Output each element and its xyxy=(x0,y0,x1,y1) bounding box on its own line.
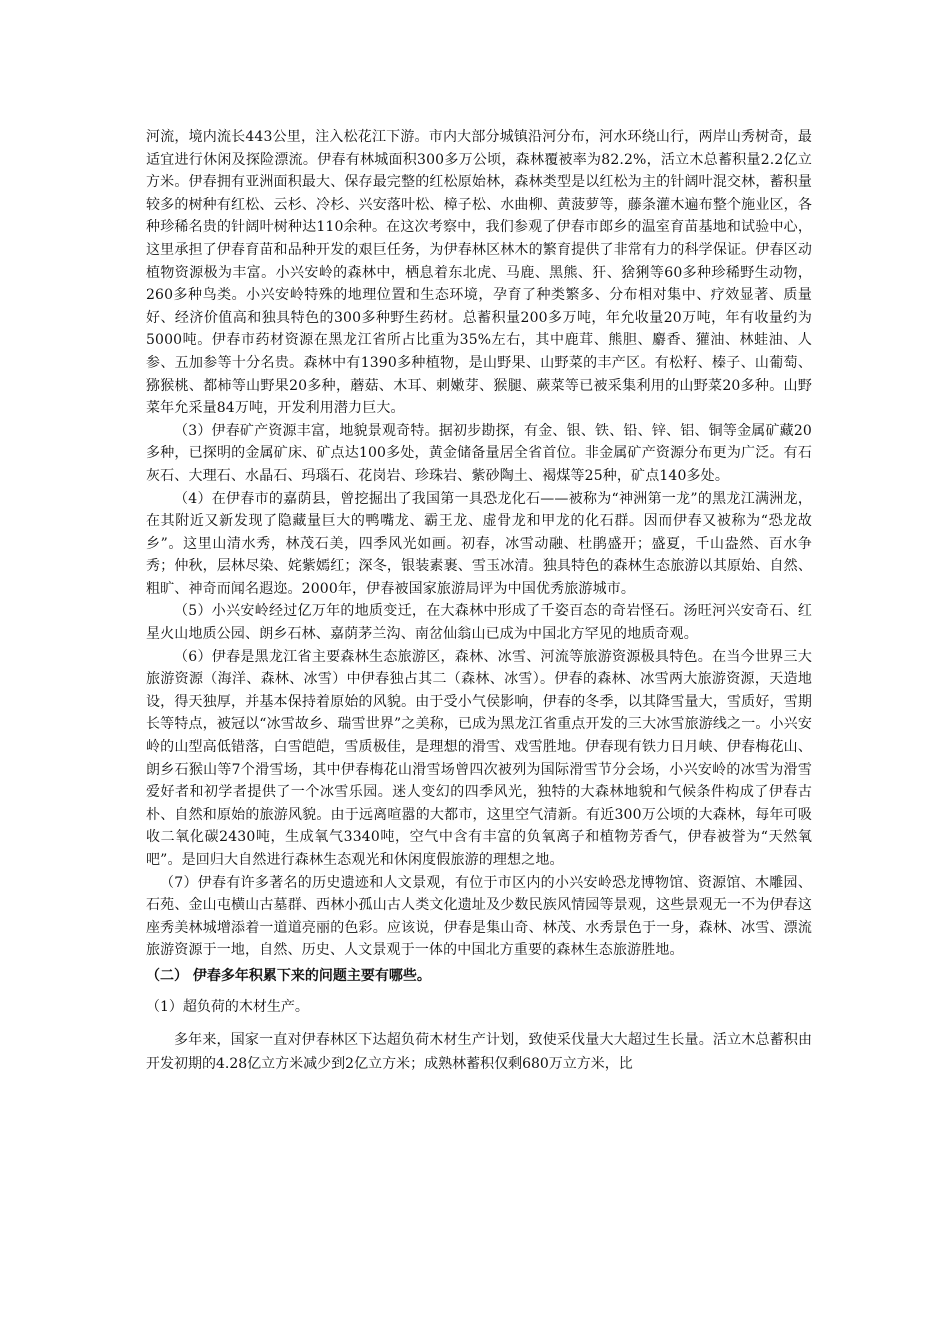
paragraph-heritage: （7）伊春有许多著名的历史遗迹和人文景观，有位于市区内的小兴安岭恐龙博物馆、资源馆、木雕园、石苑、金山屯横山古墓群、西林小孤山古人类文化遗址及少数民族风情园等景观，这些景观无一不为伊春这座秀美林城增添着一道道亮丽的色彩。应该说，伊春是集山奇、林茂、水秀景色于一身，森林、冰雪、漂流旅游资源于一地，自然、历史、人文景观于一体的中国北方重要的森林生态旅游胜地。 xyxy=(146,874,812,959)
paragraph-timber: 多年来，国家一直对伊春林区下达超负荷木材生产计划，致使采伐量大大超过生长量。活立木总蓄积由开发初期的4.28亿立方米减少到2亿立方米；成熟林蓄积仅剩680万立方米，比 xyxy=(146,1031,812,1072)
paragraph-minerals: （3）伊春矿产资源丰富，地貌景观奇特。据初步勘探，有金、银、铁、铅、锌、铝、铜等金属矿藏20多种，已探明的金属矿床、矿点达100多处，黄金储备量居全省首位。非金属矿产资源分布更为广泛。有石灰石、大理石、水晶石、玛瑙石、花岗岩、珍珠岩、紫砂陶土、褐煤等25种，矿点140多处。 xyxy=(146,422,812,484)
section-heading: （二） 伊春多年积累下来的问题主要有哪些。 xyxy=(146,967,431,984)
document-body xyxy=(146,126,812,1076)
paragraph-dinosaur: （4）在伊春市的嘉荫县，曾挖掘出了我国第一具恐龙化石——被称为“神洲第一龙”的黑龙江满洲龙，在其附近又新发现了隐藏量巨大的鸭嘴龙、霸王龙、虚骨龙和甲龙的化石群。因而伊春又被称为“恐龙故乡”。这里山清水秀，林茂石美，四季风光如画。初春，冰雪动融、杜鹃盛开；盛夏，千山盎然、百水争秀；仲秋，层林尽染、姹紫嫣红；深冬，银装素裹、雪玉冰清。独具特色的森林生态旅游以其原始、自然、粗旷、神奇而闻名遐迩。2000年，伊春被国家旅游局评为中国优秀旅游城市。 xyxy=(146,490,812,597)
paragraph-resources: 河流，境内流长443公里，注入松花江下游。市内大部分城镇沿河分布，河水环绕山行，两岸山秀树奇，最适宜进行休闲及探险漂流。伊春有林城面积300多万公顷，森林覆被率为82.2%，活立木总蓄积量2.2亿立方米。伊春拥有亚洲面积最大、保存最完整的红松原始林，森林类型是以红松为主的针阔叶混交林，蓄积量较多的树种有红松、云杉、冷杉、兴安落叶松、樟子松、水曲柳、黄菠萝等，藤条灌木遍布整个施业区，各种珍稀名贵的针阔叶树种达110余种。在这次考察中，我们参观了伊春市郎乡的温室育苗基地和试验中心，这里承担了伊春育苗和品种开发的艰巨任务，为伊春林区林木的繁育提供了非常有力的科学保证。伊春区动植物资源极为丰富。小兴安岭的森林中，栖息着东北虎、马鹿、黑熊、犴、猞猁等60多种珍稀野生动物，260多种鸟类。小兴安岭特殊的地理位置和生态环境，孕育了种类繁多、分布相对集中、疗效显著、质量好、经济价值高和独具特色的300多种野生药材。总蓄积量200多万吨，年允收量20万吨，年有收量约为5000吨。伊春市药材资源在黑龙江省所占比重为35%左右，其中鹿茸、熊胆、麝香、獾油、林蛙油、人参、五加参等十分名贵。森林中有1390多种植物，是山野果、山野菜的丰产区。有松籽、榛子、山葡萄、猕猴桃、都柿等山野果20多种，蘑菇、木耳、刺嫩芽、猴腿、蕨菜等已被采集利用的山野菜20多种。山野菜年允采量84万吨，开发利用潜力巨大。 xyxy=(146,129,812,417)
paragraph-tourism: （6）伊春是黑龙江省主要森林生态旅游区，森林、冰雪、河流等旅游资源极具特色。在当今世界三大旅游资源（海洋、森林、冰雪）中伊春独占其二（森林、冰雪）。伊春的森林、冰雪两大旅游资源，天造地设，得天独厚，并基本保持着原始的风貌。由于受小气侯影响，伊春的冬季，以其降雪量大，雪质好，雪期长等特点，被冠以“冰雪故乡、瑞雪世界”之美称，已成为黑龙江省重点开发的三大冰雪旅游线之一。小兴安岭的山型高低错落，白雪皑皑，雪质极佳，是理想的滑雪、戏雪胜地。伊春现有铁力日月峡、伊春梅花山、朗乡石猴山等7个滑雪场，其中伊春梅花山滑雪场曾四次被列为国际滑雪节分会场，小兴安岭的冰雪为滑雪爱好者和初学者提供了一个冰雪乐园。迷人变幻的四季风光，独特的大森林地貌和气候条件构成了伊春古朴、自然和原始的旅游风貌。由于远离喧嚣的大都市，这里空气清新。有近300万公顷的大森林，每年可吸收二氧化碳2430吨，生成氧气3340吨，空气中含有丰富的负氧离子和植物芳香气，伊春被誉为“天然氧吧”。是回归大自然进行森林生态观光和休闲度假旅游的理想之地。 xyxy=(146,648,812,868)
subheading: （1）超负荷的木材生产。 xyxy=(146,998,309,1015)
paragraph-geology: （5）小兴安岭经过亿万年的地质变迁，在大森林中形成了千姿百态的奇岩怪石。汤旺河兴安奇石、红星火山地质公园、朗乡石林、嘉荫茅兰沟、南岔仙翁山已成为中国北方罕见的地质奇观。 xyxy=(146,603,812,643)
